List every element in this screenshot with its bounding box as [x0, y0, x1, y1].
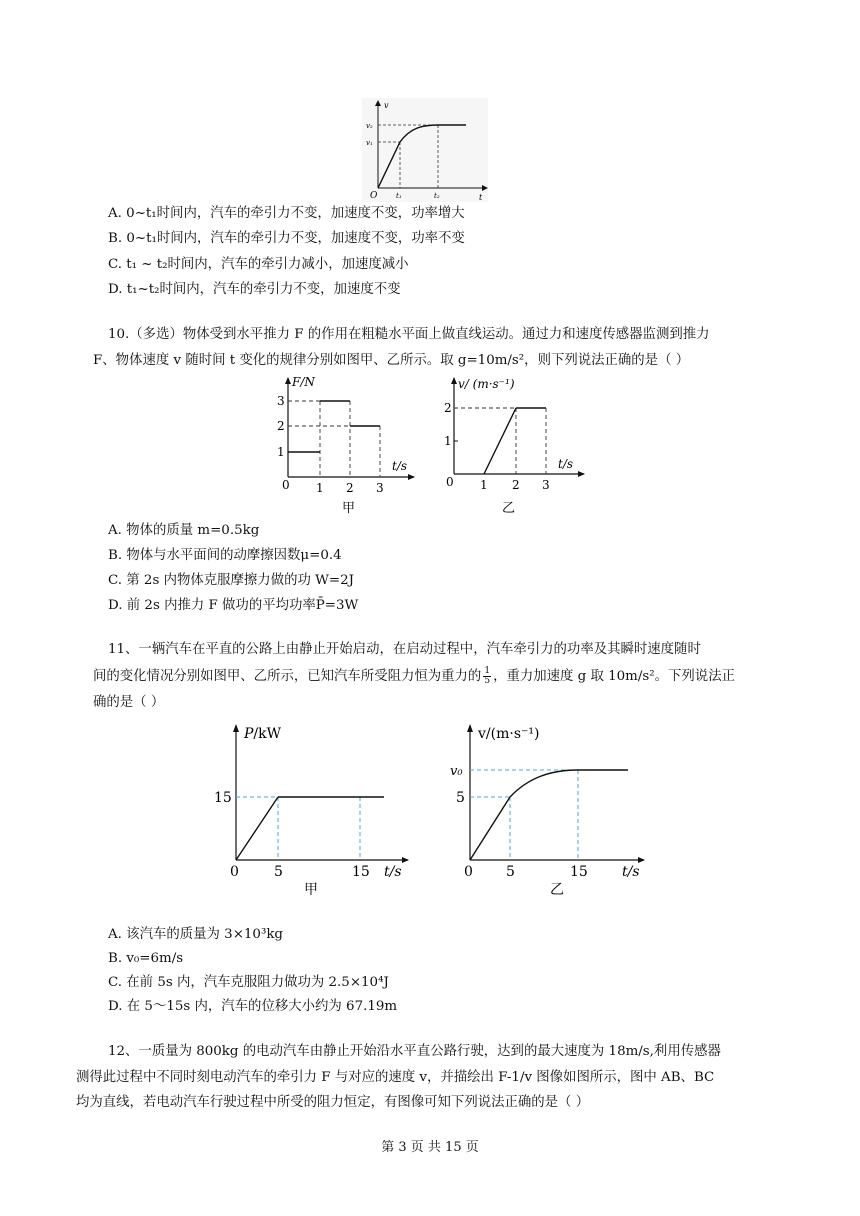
q10-chart-jia	[276, 374, 426, 516]
q11-stem-line2-b: ，重力加速度 g 取 10m/s²。下列说法正	[493, 669, 735, 684]
q12-stem-line1: 12、一质量为 800kg 的电动汽车由静止开始沿水平直公路行驶，达到的最大速度为 18m/s,利用传感器	[108, 1044, 721, 1059]
q9-option-d: D. t₁~t₂时间内，汽车的牵引力不变，加速度不变	[108, 282, 401, 297]
q11-jia-xlabel: t/s	[384, 864, 402, 880]
q11-fraction	[483, 667, 491, 686]
q11-option-c: C. 在前 5s 内，汽车克服阻力做功为 2.5×10⁴J	[108, 975, 389, 990]
q11-option-a: A. 该汽车的质量为 3×10³kg	[108, 927, 284, 942]
q9-option-c: C. t₁ ~ t₂时间内，汽车的牵引力减小，加速度减小	[108, 257, 409, 272]
q11-yi-xtick-0: 0	[464, 864, 473, 880]
q10-yi-caption: 乙	[502, 501, 516, 516]
q10-chart-yi	[444, 374, 594, 516]
q10-jia-xtick-1: 1	[316, 481, 324, 495]
q12-stem-line2: 测得此过程中不同时刻电动汽车的牵引力 F 与对应的速度 v，并描绘出 F-1/v 图像如图所示，图中 AB、BC	[76, 1070, 715, 1085]
q10-yi-ylabel: v/ (m·s⁻¹)	[458, 377, 515, 391]
q9-fig-t2: t₂	[434, 192, 440, 200]
q10-jia-xtick-2: 2	[346, 481, 354, 495]
q10-yi-xtick-2: 2	[512, 478, 520, 492]
q10-yi-xtick-3: 3	[542, 478, 550, 492]
q10-option-c: C. 第 2s 内物体克服摩擦力做的功 W=2J	[108, 573, 354, 588]
q10-option-b: B. 物体与水平面间的动摩擦因数μ=0.4	[108, 548, 342, 563]
q9-fig-y-label: v	[384, 101, 389, 110]
q11-fraction-num: 1	[484, 666, 491, 676]
q9-fig-t1: t₁	[396, 192, 402, 200]
q10-stem-line1: 10.（多选）物体受到水平推力 F 的作用在粗糙水平面上做直线运动。通过力和速度传感器监测到推力	[108, 327, 710, 342]
q12-stem-line3: 均为直线，若电动汽车行驶过程中所受的阻力恒定，有图像可知下列说法正确的是（ ）	[76, 1095, 590, 1110]
q10-jia-xtick-3: 3	[376, 481, 384, 495]
q9-option-b: B. 0~t₁时间内，汽车的牵引力不变，加速度不变，功率不变	[108, 231, 465, 246]
q11-jia-xtick-15: 15	[352, 864, 370, 880]
q11-jia-ytick: 15	[214, 790, 232, 806]
q10-jia-ylabel: F/N	[292, 375, 315, 389]
q11-yi-xtick-15: 15	[570, 864, 588, 880]
q11-yi-xtick-5: 5	[506, 864, 515, 880]
q10-option-d: D. 前 2s 内推力 F 做功的平均功率P̄=3W	[108, 598, 359, 613]
q11-chart-jia	[212, 718, 412, 900]
q11-jia-caption: 甲	[304, 882, 318, 898]
q11-yi-caption: 乙	[550, 882, 564, 898]
q11-option-d: D. 在 5～15s 内，汽车的位移大小约为 67.19m	[108, 999, 398, 1014]
q10-yi-ytick-1: 1	[444, 434, 452, 448]
q11-stem-line2	[93, 667, 735, 686]
q9-fig-x-label: t	[479, 193, 483, 202]
q10-yi-xlabel: t/s	[558, 457, 574, 471]
q11-yi-xlabel: t/s	[622, 864, 640, 880]
q9-option-a: A. 0~t₁时间内，汽车的牵引力不变，加速度不变，功率增大	[108, 206, 465, 221]
q11-yi-ylabel: v/(m·s⁻¹)	[478, 726, 540, 742]
q9-vt-figure	[362, 98, 488, 202]
q10-jia-xtick-0: 0	[282, 478, 290, 492]
q11-stem-line2-a: 间的变化情况分别如图甲、乙所示，已知汽车所受阻力恒为重力的	[93, 669, 482, 684]
q9-fig-origin: O	[370, 191, 378, 201]
q11-option-b: B. v₀=6m/s	[108, 951, 184, 966]
q9-fig-v2: v₂	[366, 122, 373, 130]
q11-stem-line3: 确的是（ ）	[93, 695, 165, 710]
q11-yi-ytick-v0: v₀	[450, 764, 463, 779]
q11-jia-yunit: /kW	[253, 726, 282, 742]
q10-jia-caption: 甲	[342, 501, 356, 516]
q10-jia-xlabel: t/s	[392, 459, 408, 473]
q11-jia-xtick-0: 0	[230, 864, 239, 880]
q10-yi-xtick-1: 1	[480, 478, 488, 492]
q11-stem-line1: 11、一辆汽车在平直的公路上由静止开始启动，在启动过程中，汽车牵引力的功率及其瞬时速度随时	[108, 642, 701, 657]
q11-fraction-den: 5	[484, 676, 491, 686]
q10-jia-ytick-2: 2	[277, 419, 285, 433]
q11-jia-xtick-5: 5	[274, 864, 283, 880]
q11-jia-ylabel: P/kW	[244, 726, 282, 742]
q11-chart-yi	[444, 718, 650, 900]
q10-stem-line2: F、物体速度 v 随时间 t 变化的规律分别如图甲、乙所示。取 g=10m/s²，则下列说法正确的是（ ）	[93, 353, 690, 368]
q10-option-a: A. 物体的质量 m=0.5kg	[108, 523, 260, 538]
q10-jia-ytick-3: 3	[277, 394, 285, 408]
q11-yi-ytick-5: 5	[456, 790, 465, 806]
q9-fig-v1: v₁	[366, 139, 373, 147]
q10-jia-ytick-1: 1	[277, 445, 285, 459]
q10-yi-ytick-2: 2	[444, 401, 452, 415]
page-footer: 第 3 页 共 15 页	[381, 1140, 479, 1155]
q10-yi-xtick-0: 0	[446, 475, 454, 489]
